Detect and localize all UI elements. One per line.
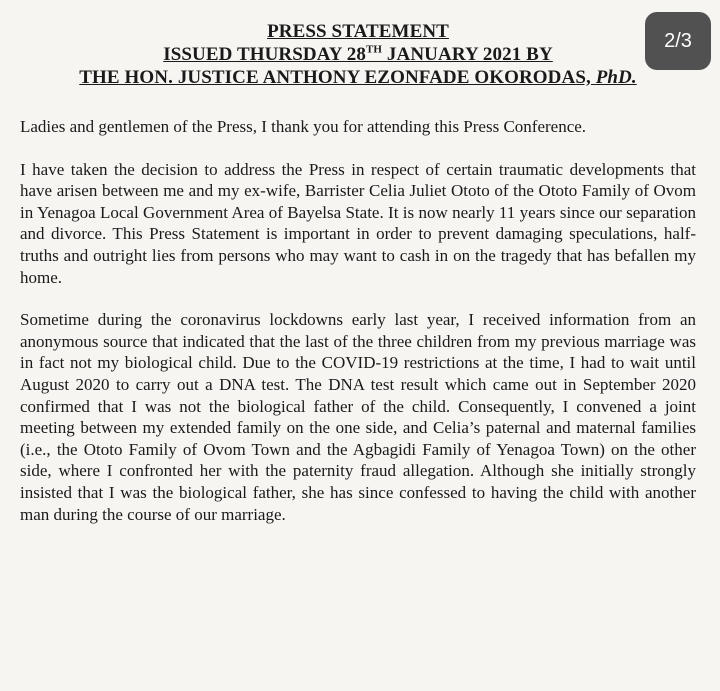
paragraph-dna-test: Sometime during the coronavirus lockdowns early last year, I received information from an anonymous source that indicated that the last of the three children from my previous marriage was in fact not my biological child. Due to the COVID-19 restrictions at the time, I had to wait until August 2020 to carry out a DNA test. The DNA test result which came out in September 2020 confirmed that I was not the biological father of the child. Consequently, I convened a joint meeting between my extended family on the one side, and Celia’s paternal and maternal families (i.e., the Ototo Family of Ovom Town and the Agbagidi Family of Yenagoa Town) on the other side, where I confronted her with the paternity fraud allegation. Although she initially strongly insisted that I was the biological father, she has since confessed to having the child with another man during the course of our marriage.	[20, 310, 696, 524]
header-issue-date	[20, 43, 696, 66]
header-author	[20, 66, 696, 89]
page-indicator-text: 2/3	[664, 29, 692, 52]
header-issue-prefix: ISSUED THURSDAY 28	[163, 44, 366, 65]
header-author-title: PhD.	[595, 67, 637, 88]
header-issue-ordinal: TH	[365, 43, 383, 56]
press-statement-header	[20, 20, 696, 89]
header-author-name: THE HON. JUSTICE ANTHONY EZONFADE OKORODAS,	[79, 67, 596, 88]
page-indicator-badge	[645, 12, 711, 70]
statement-body	[20, 116, 696, 525]
paragraph-decision: I have taken the decision to address the Press in respect of certain traumatic developments that have arisen between me and my ex-wife, Barrister Celia Juliet Ototo of the Ototo Family of Ovom in Yenagoa Local Government Area of Bayelsa State. It is now nearly 11 years since our separation and divorce. This Press Statement is important in order to prevent damaging speculations, half-truths and outright lies from persons who may want to cash in on the tragedy that has befallen my home.	[20, 159, 696, 287]
header-issue-suffix: JANUARY 2021 BY	[382, 44, 553, 65]
paragraph-greeting: Ladies and gentlemen of the Press, I thank you for attending this Press Conference.	[20, 117, 587, 136]
header-title: PRESS STATEMENT	[267, 21, 449, 42]
